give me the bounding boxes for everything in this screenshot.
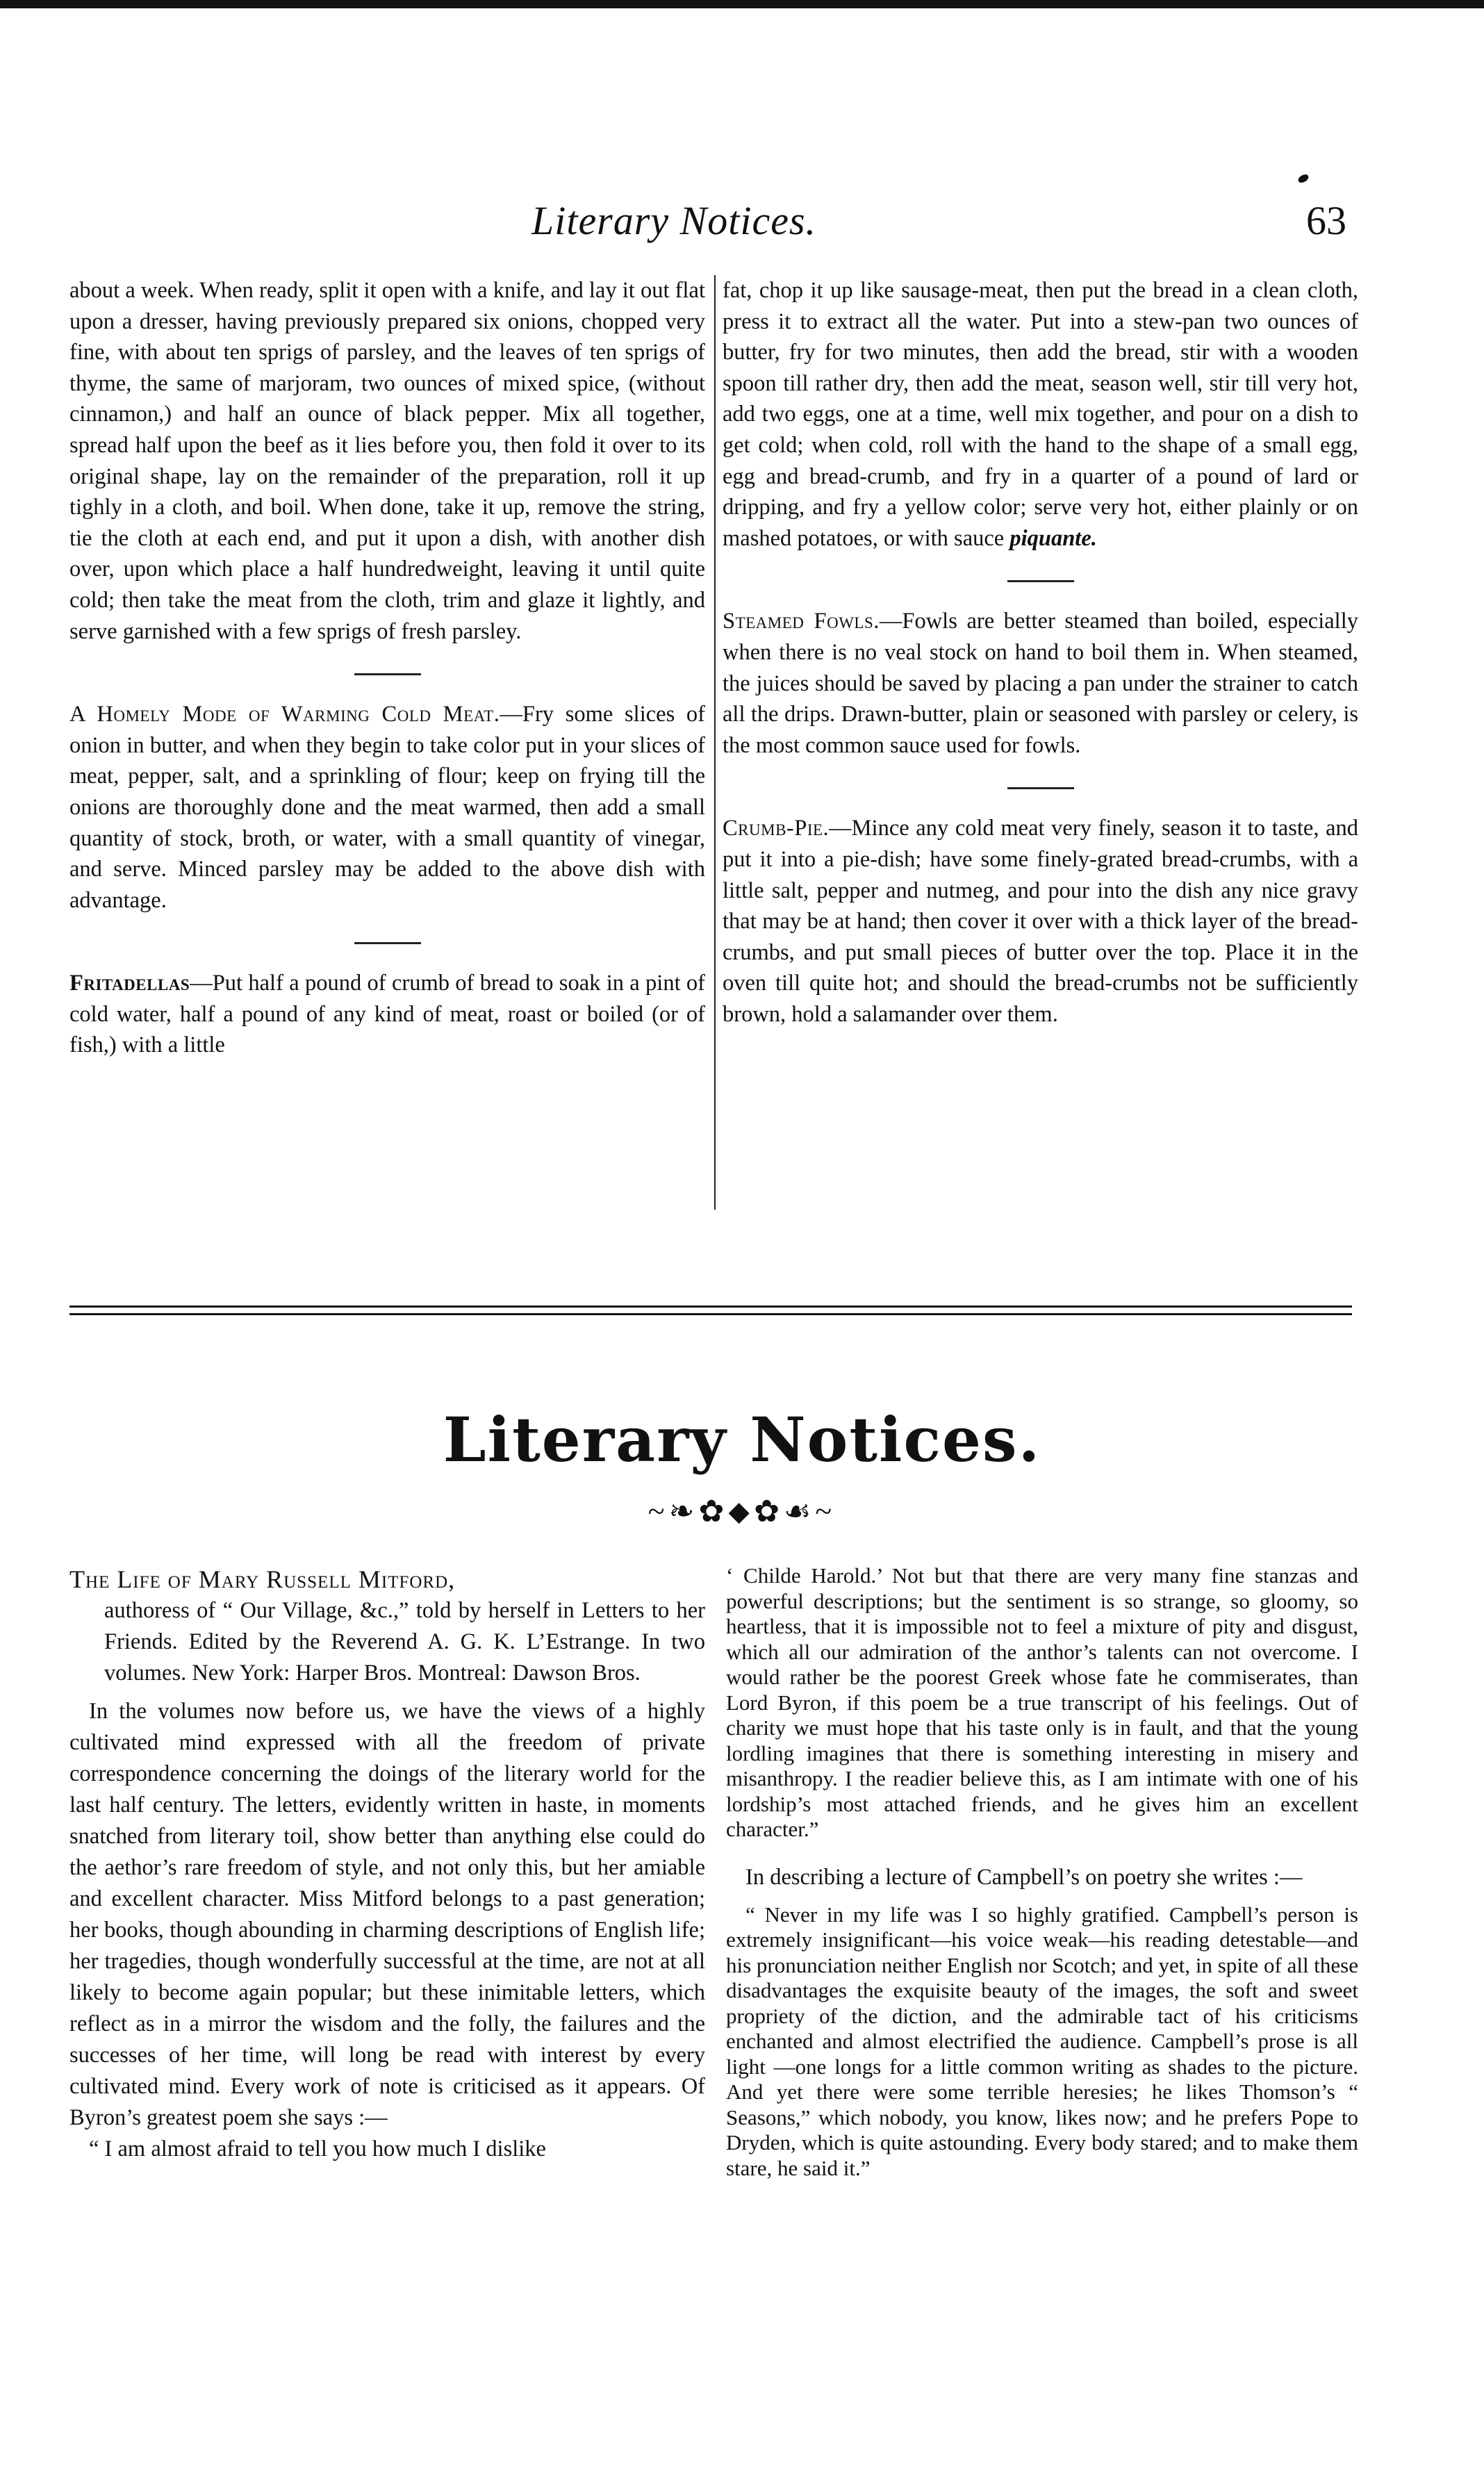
review-body: In the volumes now before us, we have the views of a highly cultivated mind expressed with all the freedom of private correspondence concerning the doings of the literary world for the last half century. The letters, evidently written in haste, in moments snatched from literary toil, show better than anything else could do the aethor’s rare freedom of style, and not only this, but her amiable and excellent character. Miss Mitford belongs to a past generation; her books, though abounding in charming descriptions of English life; her tragedies, though wonderfully successful at the time, are not at all likely to become again popular; but these inimitable letters, which reflect as in a mirror the wisdom and the folly, the failures and the successes of her time, will long be read with interest by every cultivated mind. Every work of note is criticised as it appears. Of Byron’s greatest poem she says :—	[69, 1699, 705, 2130]
book-title: The Life of Mary Russell Mitford,	[69, 1565, 456, 1593]
page-number: 63	[1306, 198, 1346, 243]
recipe-crumb-pie	[723, 813, 1358, 1030]
recipe-continuation: about a week. When ready, split it open with a knife, and lay it out flat upon a dresser, having previously prepared six onions, chopped very fine, with about ten sprigs of parsley, and the leaves of ten sprigs of thyme, the same of marjoram, two ounces of mixed spice, (without cinnamon,) and half an ounce of black pepper. Mix all together, spread half upon the beef as it lies before you, then fold it over to its original shape, lay on the remainder of the preparation, roll it up tighly in a cloth, and boil. When done, take it up, remove the string, tie the cloth at each end, and put it upon a dish, with another dish over, upon which place a half hundredweight, leaving it until quite cold; then take the meat from the cloth, trim and glaze it lightly, and serve garnished with a few sprigs of fresh parsley.	[69, 278, 705, 644]
recipe-body: fat, chop it up like sausage-meat, then put the bread in a clean cloth, press it to extract all the water. Put into a stew-pan two ounces of butter, fry for two minutes, then add the bread, stir with a wooden spoon till rather dry, then add the meat, season well, stir till very hot, add two eggs, one at a time, well mix together, and pour on a dish to get cold; when cold, roll with the hand to the shape of a small egg, egg and bread-crumb, and fry in a quarter of a pound of lard or dripping, and fry a yellow color; serve very hot, either plainly or on mashed potatoes, or with sauce	[723, 278, 1358, 551]
section-double-rule-bottom	[69, 1313, 1352, 1315]
recipes-left-column	[69, 275, 705, 1061]
ink-blot	[1297, 173, 1310, 185]
recipe-title: Fritadellas	[69, 971, 190, 996]
review-body: In describing a lecture of Campbell’s on poetry she writes :—	[745, 1864, 1303, 1890]
recipe-body: —Mince any cold meat very finely, season it to taste, and put it into a pie-dish; have some finely-grated bread-crumbs, with a little salt, pepper and nutmeg, and pour into the dish any nice gravy that may be at hand; then cover it over with a thick layer of the bread-crumbs, and put small pieces of butter over the top. Place it in the oven till quite hot; and should the bread-crumbs not be sufficiently brown, hold a salamander over them.	[723, 816, 1358, 1027]
review-left-column	[69, 1563, 705, 2165]
running-title: Literary Notices.	[531, 198, 817, 243]
review-quote-start: “ I am almost afraid to tell you how much I dislike	[89, 2136, 546, 2161]
recipe-title: Steamed Fowls.	[723, 609, 880, 634]
separator-rule	[1007, 580, 1074, 582]
book-publication-info: authoress of “ Our Village, &c.,” told by herself in Letters to her Friends. Edited by the Reverend A. G. K. L’Estrange. In two volumes. New York: Harper Bros. Montreal: Dawson Bros.	[104, 1598, 705, 1686]
recipe-title: A Homely Mode of Warming Cold Meat.	[69, 702, 500, 727]
recipe-body: —Fowls are better steamed than boiled, especially when there is no veal stock on hand to boil them in. When steamed, the juices should be saved by placing a pan under the strainer to catch all the drips. Drawn-butter, plain or seasoned with parsley or celery, is the most common sauce used for fowls.	[723, 609, 1358, 758]
recipe-continuation	[723, 275, 1358, 554]
separator-rule	[1007, 787, 1074, 789]
recipe-title: Crumb-Pie.	[723, 816, 830, 841]
campbell-quote: “ Never in my life was I so highly gratified. Campbell’s person is extremely insignificant—his voice weak—his reading detestable—and his pronunciation neither English nor Scotch; and yet, in spite of all these disadvantages the exquisite beauty of the images, the soft and sweet propriety of the diction, and the admirable tact of his criticisms enchanted and almost electrified the audience. Campbell’s prose is all light —one longs for a little common writing as shades to the picture. And yet there were some terrible heresies; he likes Thomson’s “ Seasons,” which nobody, you know, likes now; and he prefers Pope to Dryden, which is quite astounding. Every body stared; and to make them stare, he said it.”	[726, 1902, 1359, 2180]
section-title: Literary Notices.	[443, 1403, 1041, 1476]
byron-quote: ‘ Childe Harold.’ Not but that there are very many fine stanzas and powerful descriptions; but the sentiment is so strange, so gloomy, so heartless, that it is impossible not to feel a mixture of pity and disgust, which all our admiration of the anthor’s talents can not overcome. I would rather be the poorest Greek whose fate he commiserates, than Lord Byron, if this poem be a true transcript of his feelings. Out of charity we must hope that his taste only is in fault, and that the young lordling imagines that there is something interesting in misery and misanthropy. I the readier believe this, as I am intimate with one of his lordship’s most attached friends, and he gives him an excellent character.”	[726, 1563, 1358, 1841]
recipe-steamed-fowls	[723, 606, 1358, 761]
top-border-rule	[0, 0, 1484, 8]
recipe-body: —Put half a pound of crumb of bread to soak in a pint of cold water, half a pound of any kind of meat, roast or boiled (or of fish,) with a little	[69, 971, 705, 1058]
recipe-fritadellas	[69, 968, 705, 1061]
section-double-rule-top	[69, 1305, 1352, 1308]
ornament-flourish: ~❧✿⬥✿☙~	[648, 1494, 836, 1529]
recipe-homely-mode	[69, 699, 705, 916]
column-divider	[714, 275, 716, 1210]
sauce-name: piquante.	[1009, 525, 1097, 551]
separator-rule	[354, 942, 421, 944]
review-right-column	[726, 1563, 1358, 2181]
separator-rule	[354, 673, 421, 675]
recipes-right-column	[723, 275, 1358, 1030]
recipe-body: —Fry some slices of onion in butter, and when they begin to take color put in your slices of meat, pepper, salt, and a sprinkling of flour; keep on frying till the onions are thoroughly done and the meat warmed, then add a small quantity of stock, broth, or water, with a small quantity of vinegar, and serve. Minced parsley may be added to the above dish with advantage.	[69, 702, 705, 913]
